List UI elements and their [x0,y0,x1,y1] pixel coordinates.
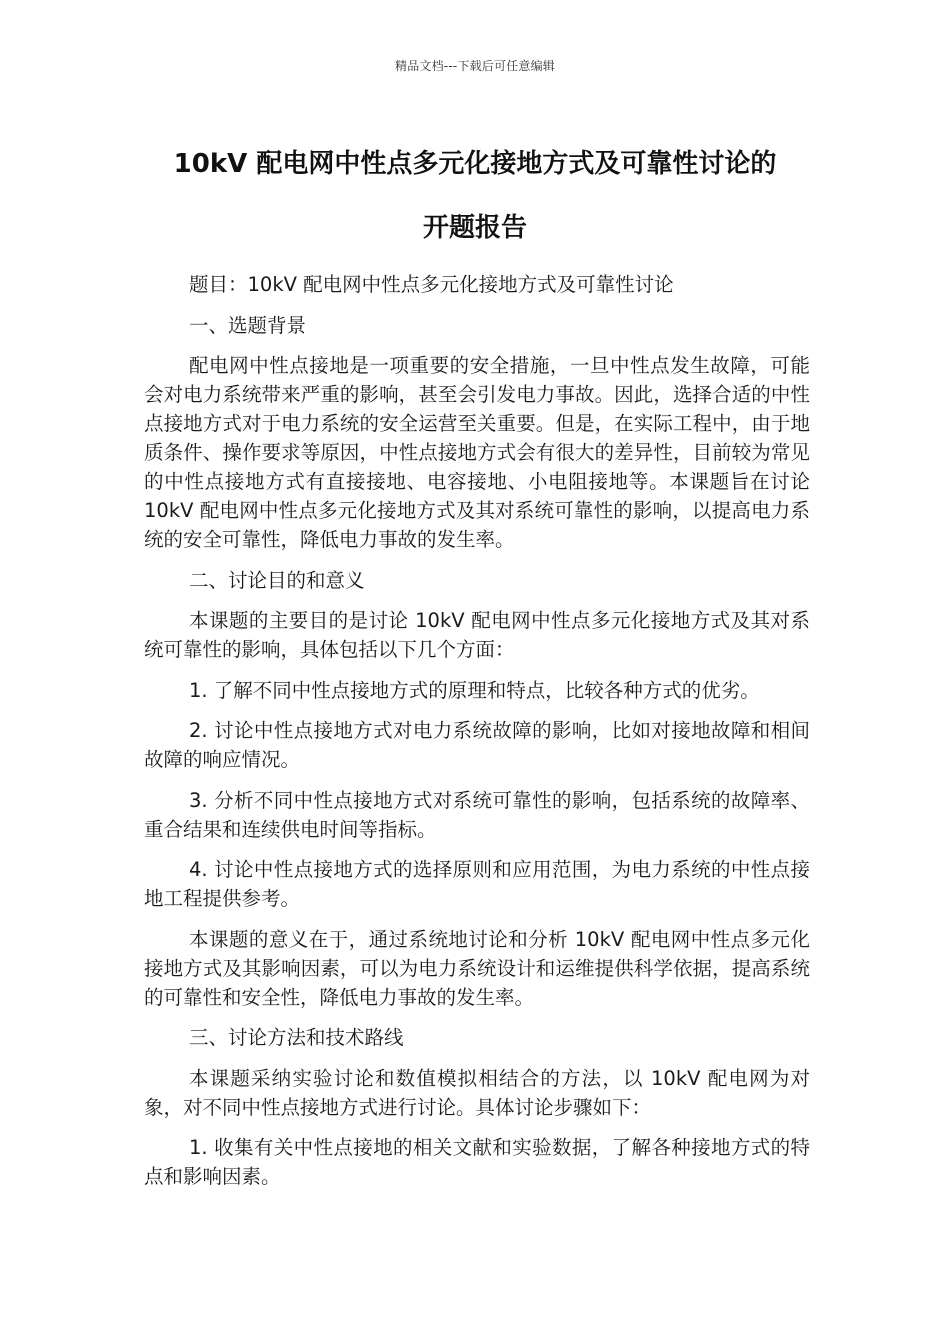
section-heading-method: 三、讨论方法和技术路线 [189,1026,404,1049]
purpose-item-2: 2. 讨论中性点接地方式对电力系统故障的影响，比如对接地故障和相间故障的响应情况。 [144,719,810,771]
section-heading-background: 一、选题背景 [189,313,307,337]
purpose-item-4: 4. 讨论中性点接地方式的选择原则和应用范围，为电力系统的中性点接地工程提供参考。 [144,858,810,910]
purpose-paragraph: 本课题的主要目的是讨论 10kV 配电网中性点多元化接地方式及其对系统可靠性的影响，具体包括以下几个方面： [144,609,810,661]
document-title [100,132,850,260]
method-step-1: 1. 收集有关中性点接地的相关文献和实验数据，了解各种接地方式的特点和影响因素。 [144,1136,810,1188]
significance-paragraph: 本课题的意义在于，通过系统地讨论和分析 10kV 配电网中性点多元化接地方式及其影响因素，可以为电力系统设计和运维提供科学依据，提高系统的可靠性和安全性，降低电力事故的发生率。 [144,927,810,1009]
topic-line: 题目：10kV 配电网中性点多元化接地方式及可靠性讨论 [189,273,674,296]
title-line-1: 10kV 配电网中性点多元化接地方式及可靠性讨论的 [173,149,777,179]
background-paragraph: 配电网中性点接地是一项重要的安全措施，一旦中性点发生故障，可能会对电力系统带来严重的影响，甚至会引发电力事故。因此，选择合适的中性点接地方式对于电力系统的安全运营至关重要。但是，在实际工程中，由于地质条件、操作要求等原因，中性点接地方式会有很大的差异性，目前较为常见的中性点接地方式有直接接地、电容接地、小电阻接地等。本课题旨在讨论 10kV 配电网中性点多元化接地方式及其对系统可靠性的影响，以提高电力系统的安全可靠性，降低电力事故的发生率。 [144,354,810,551]
header-note: 精品文档---下载后可任意编辑 [395,59,555,73]
purpose-item-1: 1. 了解不同中性点接地方式的原理和特点，比较各种方式的优劣。 [189,678,760,702]
document-body [144,270,810,1203]
purpose-item-3: 3. 分析不同中性点接地方式对系统可靠性的影响，包括系统的故障率、重合结果和连续供电时间等指标。 [144,788,810,841]
section-heading-purpose: 二、讨论目的和意义 [189,568,365,592]
title-line-2: 开题报告 [422,213,527,243]
method-paragraph: 本课题采纳实验讨论和数值模拟相结合的方法，以 10kV 配电网为对象，对不同中性点接地方式进行讨论。具体讨论步骤如下： [144,1066,810,1119]
